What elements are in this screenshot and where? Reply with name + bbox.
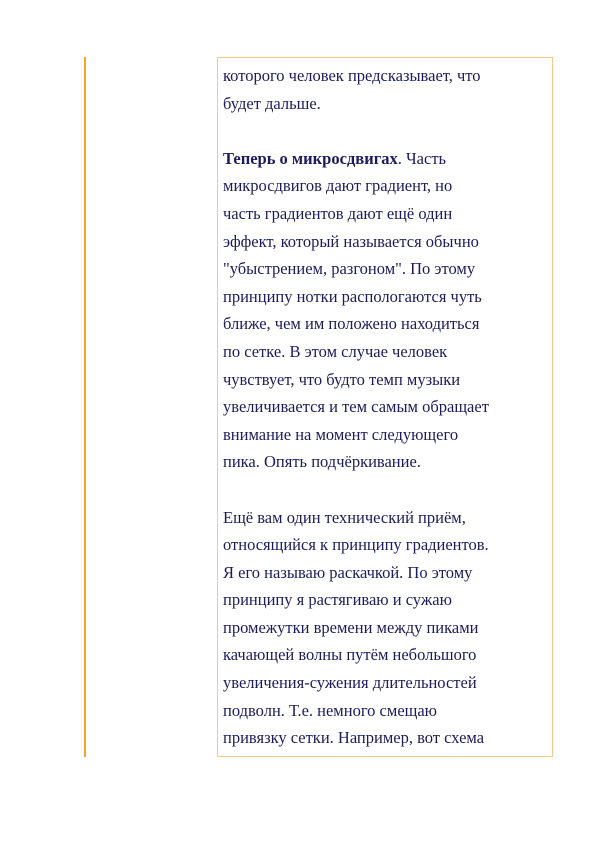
text-line <box>223 145 552 173</box>
paragraph-gap <box>223 476 552 504</box>
text-line: часть градиентов дают ещё один <box>223 203 453 223</box>
text-line: качающей волны путём небольшого <box>223 645 477 665</box>
text-line: принципу я растягиваю и сужаю <box>223 590 452 610</box>
text-line: относящийся к принципу градиентов. <box>223 535 489 555</box>
text-line: эффект, который называется обычно <box>223 231 479 251</box>
text-line: Ещё вам один технический приём, <box>223 507 466 527</box>
margin-vertical-line <box>84 57 86 757</box>
text-line: микросдвигов дают градиент, но <box>223 176 453 196</box>
paragraph-1 <box>223 62 552 117</box>
text-frame <box>217 57 553 757</box>
text-line: которого человек предсказывает, что <box>223 66 481 85</box>
text-line: Я его называю раскачкой. По этому <box>223 562 473 582</box>
text-line: "убыстрением, разгоном". По этому <box>223 259 476 279</box>
paragraph-3 <box>223 504 552 752</box>
text-line: привязку сетки. Например, вот схема <box>223 728 485 748</box>
paragraph-2 <box>223 145 552 476</box>
paragraph-gap <box>223 117 552 145</box>
text-line: по сетке. В этом случае человек <box>223 341 448 361</box>
text-line: увеличивается и тем самым обращает <box>223 397 489 417</box>
text-line: ближе, чем им положено находиться <box>223 314 480 334</box>
text-line: увеличения-сужения длительностей <box>223 673 477 693</box>
text-line: подволн. Т.е. немного смещаю <box>223 700 438 720</box>
text-line: внимание на момент следующего <box>223 424 459 444</box>
text-fragment: . Часть <box>397 148 447 168</box>
text-line: пика. Опять подчёркивание. <box>223 452 421 472</box>
text-line: чувствует, что будто темп музыки <box>223 369 461 389</box>
text-line: будет дальше. <box>223 93 321 113</box>
bold-heading: Теперь о микросдвигах <box>223 148 398 168</box>
text-line: промежутки времени между пиками <box>223 617 479 637</box>
text-line: принципу нотки распологаются чуть <box>223 286 482 306</box>
